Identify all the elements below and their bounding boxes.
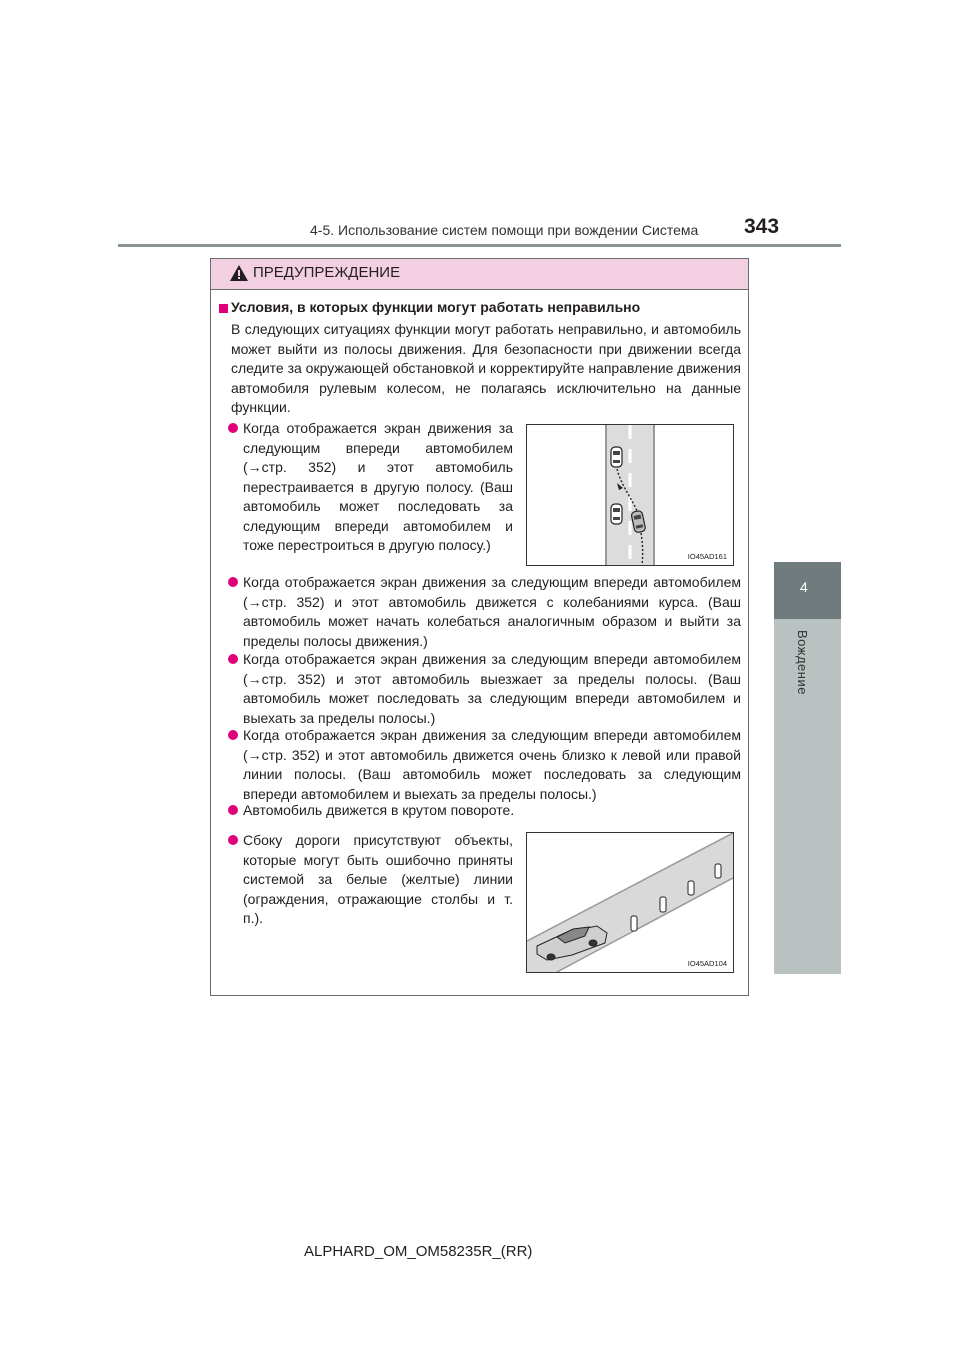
chapter-number: 4: [800, 579, 808, 595]
list-bullet-icon: [228, 805, 238, 815]
warning-box: [210, 258, 749, 996]
list-bullet-icon: [228, 423, 238, 433]
roadside-objects-illustration: [527, 833, 733, 972]
warning-intro: В следующих ситуациях функции могут работать неправильно, и автомобиль может выйти из полосы движения. Для безопасности при движении всегда следите за окружающей обстановкой и корректируйте направление движения автомобиля рулевым колесом, не полагаясь исключительно на данные функции.: [231, 321, 742, 415]
warning-header: [211, 259, 748, 290]
chapter-tab: [774, 562, 841, 619]
list-item: Когда отображается экран движения за следующим впереди автомобилем (→стр. 352) и этот автомобиль выезжает за пределы полосы. (Ваш автомобиль может последовать за следующим впереди автомобилем и выехать за пределы полосы.): [243, 651, 741, 726]
warning-title: ПРЕДУПРЕЖДЕНИЕ: [253, 264, 401, 281]
header-rule: [118, 244, 841, 247]
page-number: 343: [744, 215, 780, 238]
warning-subheading: Условия, в которых функции могут работать неправильно: [231, 299, 641, 315]
list-item: Когда отображается экран движения за следующим впереди автомобилем (→стр. 352) и этот автомобиль перестраивается в другую полосу. (Ваш автомобиль может последовать за следующим впереди автомобилем и тоже перестроиться в другую полосу.): [243, 420, 513, 553]
list-item: Когда отображается экран движения за следующим впереди автомобилем (→стр. 352) и этот автомобиль движется с колебаниями курса. (Ваш автомобиль может начать колебаться аналогичным образом и выйти за пределы полосы движения.): [243, 574, 741, 649]
list-item: Сбоку дороги присутствуют объекты, которые могут быть ошибочно приняты системой за белые (желтые) линии (ограждения, отражающие столбы и т. п.).: [243, 832, 513, 926]
list-bullet-icon: [228, 835, 238, 845]
section-header: 4-5. Использование систем помощи при вождении Система: [310, 222, 699, 238]
figure-code: IO45AD104: [687, 959, 727, 968]
document-code: ALPHARD_OM_OM58235R_(RR): [304, 1243, 533, 1260]
square-bullet-icon: [219, 304, 228, 313]
list-item: Когда отображается экран движения за следующим впереди автомобилем (→стр. 352) и этот автомобиль движется очень близко к левой или правой линии полосы. (Ваш автомобиль может последовать за следующим впереди автомобилем и выехать за пределы полосы.): [243, 727, 741, 802]
list-bullet-icon: [228, 577, 238, 587]
list-bullet-icon: [228, 654, 238, 664]
lane-change-illustration: [527, 425, 733, 565]
lead-car-icon: [611, 447, 622, 467]
figure-roadside-objects: [526, 832, 734, 973]
chapter-label: Вождение: [795, 630, 810, 695]
list-item: Автомобиль движется в крутом повороте.: [243, 802, 515, 818]
parked-car-icon: [611, 504, 622, 524]
list-bullet-icon: [228, 730, 238, 740]
warning-triangle-icon: [229, 264, 249, 282]
figure-lane-change: [526, 424, 734, 566]
figure-code: IO45AD161: [687, 552, 727, 561]
